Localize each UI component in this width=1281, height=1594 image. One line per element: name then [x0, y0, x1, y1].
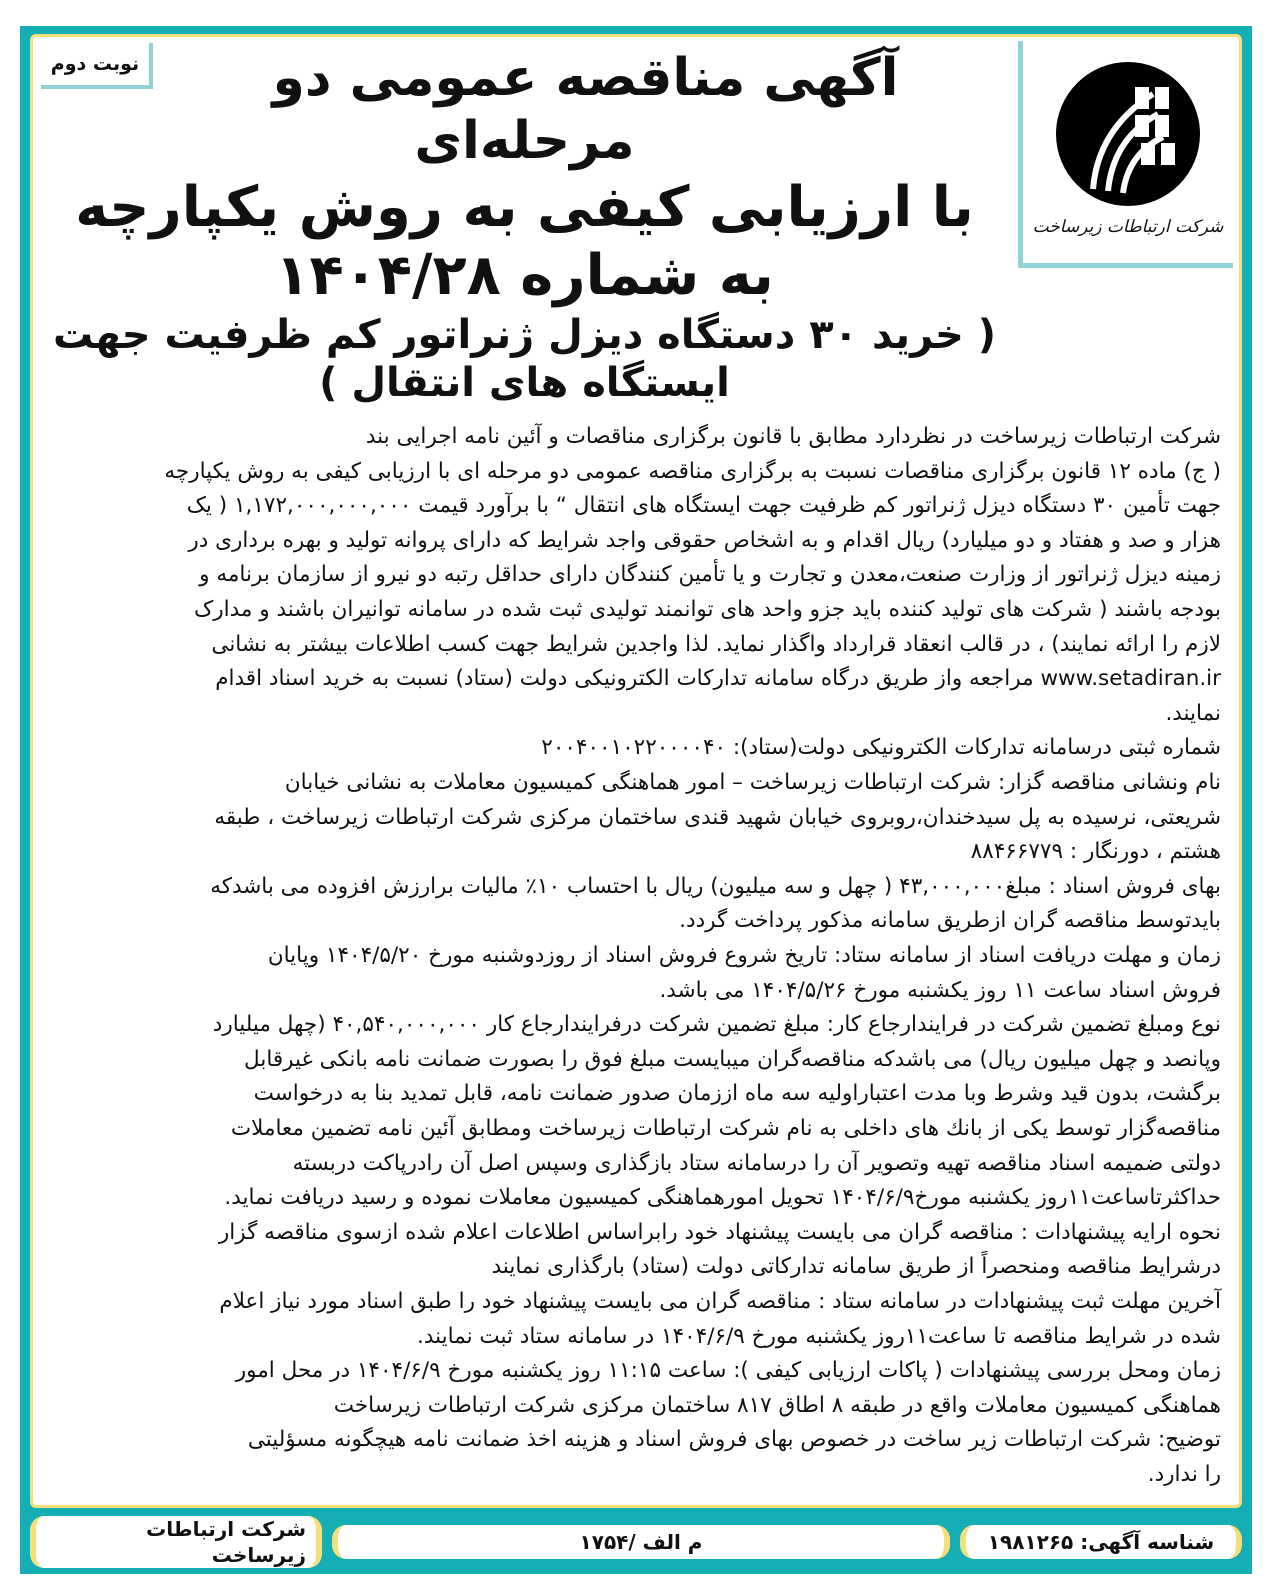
body-line: فروش اسناد ساعت ۱۱ روز یکشنبه مورخ ۱۴۰۴/۵/۲۶ می باشد.: [659, 977, 1221, 1003]
notice-content: [30, 34, 1242, 1508]
paragraph: [51, 939, 1221, 1008]
logo-caption: شرکت ارتباطات زیرساخت: [1032, 217, 1224, 237]
company-logo-box: [1018, 41, 1233, 268]
body-line: هشتم ، دورنگار : ۸۸۴۶۶۷۷۹: [970, 839, 1221, 865]
paragraph: [51, 1354, 1221, 1423]
body-line: شریعتی، نرسیده به پل سیدخندان،روبروی خیابان شهید قندی ساختمان مرکزی شرکت ارتباطات زیرساخت ، طبقه: [214, 804, 1221, 830]
paragraph: [51, 1216, 1221, 1285]
body-line: دولتی ضمیمه اسناد مناقصه تهیه وتصویر آن را درسامانه ستاد بازگذاری وسپس اصل آن رادرپاکت دربسته: [292, 1150, 1221, 1176]
body-line: جهت تأمین ۳۰ دستگاه دیزل ژنراتور کم ظرفیت جهت ایستگاه های انتقال “ با برآورد قیمت ۱,۱۷۲,۰۰۰,۰۰۰,۰۰۰ ( یک: [186, 493, 1221, 519]
paragraph: [51, 1285, 1221, 1354]
body-line: هماهنگی کمیسیون معاملات واقع در طبقه ۸ اطاق ۸۱۷ ساختمان مرکزی شرکت ارتباطات زیرساخت: [333, 1392, 1221, 1418]
notice-footer: [30, 1508, 1242, 1568]
body-line: شده در شرایط مناقصه تا ساعت۱۱روز یکشنبه مورخ ۱۴۰۴/۶/۹ در سامانه ستاد ثبت نمایند.: [417, 1323, 1221, 1349]
paragraph: [51, 1008, 1221, 1216]
body-line: را ندارد.: [1147, 1461, 1221, 1487]
notice-frame: [20, 26, 1252, 1574]
body-line: شرکت ارتباطات زیرساخت در نظردارد مطابق با قانون برگزاری مناقصات و آئین نامه اجرایی بند: [365, 424, 1221, 450]
title-block: [33, 37, 1018, 412]
body-line: ( ج) ماده ۱۲ قانون برگزاری مناقصات نسبت به برگزاری مناقصه عمومی دو مرحله ای با ارزیابی کیفی به روش یکپارچه: [164, 458, 1221, 484]
body-line: بایدتوسط مناقصه گران ازطریق سامانه مذکور پرداخت گردد.: [679, 908, 1221, 934]
notice-body: [33, 412, 1239, 1492]
body-line: زمان و مهلت دریافت اسناد از سامانه ستاد: تاریخ شروع فروش اسناد از روزدوشنبه مورخ ۱۴۰۴/۵/۲۰ وپایان: [267, 943, 1221, 968]
body-line: نمایند.: [1165, 700, 1221, 726]
body-line: درشرایط مناقصه ومنحصراً از طریق سامانه تدارکاتی دولت (ستاد) بارگذاری نمایند: [491, 1254, 1221, 1280]
notice-header: [33, 37, 1239, 412]
ad-id: شناسه آگهی: ۱۹۸۱۲۶۵: [960, 1525, 1242, 1559]
body-line: بودجه باشند ( شرکت های تولید کننده باید جزو واحد های توانمند تولیدی ثبت شده در سامانه توانیران باشند و مدارک: [194, 597, 1221, 623]
paragraph: [51, 1423, 1221, 1492]
title-line-1: آگهی مناقصه عمومی دو مرحله‌ای: [272, 48, 899, 172]
paragraph: [51, 766, 1221, 870]
title-line-3: ( خرید ۳۰ دستگاه دیزل ژنراتور کم ظرفیت جهت ایستگاه های انتقال ): [53, 311, 996, 407]
publication-round-badge: نوبت دوم: [41, 43, 153, 89]
company-logo-icon: [1053, 59, 1203, 209]
body-line: آخرین مهلت ثبت پیشنهادات در سامانه ستاد : مناقصه گران می بایست پیشنهاد خود را طبق اسناد مورد نیاز اعلام: [219, 1288, 1221, 1314]
body-line: نحوه ارایه پیشنهادات : مناقصه گران می بایست پیشنهاد خود رابراساس اطلاعات اعلام شده ازسوی مناقصه گزار: [218, 1219, 1221, 1245]
body-line: زمان ومحل بررسی پیشنهادات ( پاکات ارزیابی کیفی ): ساعت ۱۱:۱۵ روز یکشنبه مورخ ۱۴۰۴/۶/۹ در محل امور: [235, 1358, 1221, 1384]
body-line: لازم را ارائه نمایند) ، در قالب انعقاد قرارداد واگذار نماید. لذا واجدین شرایط جهت کسب اطلاعات بیشتر به نشانی: [211, 631, 1221, 657]
body-line: بهای فروش اسناد : مبلغ۴۳,۰۰۰,۰۰۰ ( چهل و سه میلیون) ریال با احتساب ۱۰٪ مالیات برارزش افزوده می باشدکه: [210, 873, 1221, 899]
paragraph: [51, 870, 1221, 939]
body-line: www.setadiran.ir مراجعه واز طریق درگاه سامانه تدارکات الکترونیکی دولت (ستاد) نسبت به خرید اسناد اقدام: [215, 666, 1221, 692]
paragraph: [51, 420, 1221, 731]
body-line: مناقصه‌گزار توسط یکی از بانك های داخلی به نام شرکت ارتباطات زیرساخت ومطابق آئین نامه تضمین معاملات: [230, 1115, 1221, 1141]
reference-number: م الف /۱۷۵۴: [332, 1525, 950, 1559]
body-line: نام ونشانی مناقصه گزار: شرکت ارتباطات زیرساخت – امور هماهنگی کمیسیون معاملات به نشانی خیابان: [284, 770, 1221, 796]
body-line: برگشت، بدون قید وشرط وبا مدت اعتباراولیه سه ماه اززمان صدور ضمانت نامه، قابل تمدید بنا به درخواست: [253, 1081, 1221, 1107]
body-line: توضیح: شرکت ارتباطات زیر ساخت در خصوص بهای فروش اسناد و هزینه اخذ ضمانت نامه هیچگونه مسؤلیتی: [247, 1427, 1221, 1453]
body-line: هزار و صد و هفتاد و دو میلیارد) ریال اقدام و به اشخاص حقوقی واجد شرایط که دارای پروانه تولید و بهره برداری در: [188, 527, 1221, 553]
body-line: حداکثرتاساعت۱۱روز یکشنبه مورخ۱۴۰۴/۶/۹ تحویل امورهماهنگی کمیسیون معاملات نموده و رسید دریافت نماید.: [224, 1185, 1221, 1211]
body-line: شماره ثبتی درسامانه تدارکات الکترونیکی دولت(ستاد): ۲۰۰۴۰۰۱۰۲۲۰۰۰۰۴۰: [541, 735, 1221, 761]
footer-company-name: شرکت ارتباطات زیرساخت: [30, 1516, 322, 1568]
paragraph: [51, 731, 1221, 766]
title-line-2: با ارزیابی کیفی به روش یکپارچه به شماره ۱۴۰۴/۲۸: [75, 174, 974, 309]
body-line: وپانصد و چهل میلیون ریال) می باشدکه مناقصه‌گران میبایست مبلغ فوق را بصورت ضمانت نامه بانکی غیرقابل: [244, 1046, 1221, 1072]
body-line: نوع ومبلغ تضمین شرکت در فرایندارجاع کار: مبلغ تضمین شرکت درفرایندارجاع کار ۴۰,۵۴۰,۰۰۰,۰۰۰ (چهل میلیارد: [212, 1012, 1221, 1038]
body-line: زمینه دیزل ژنراتور از وزارت صنعت،معدن و تجارت و یا تأمین کنندگان دارای حداقل رتبه دو نیرو از سازمان برنامه و: [199, 562, 1221, 588]
